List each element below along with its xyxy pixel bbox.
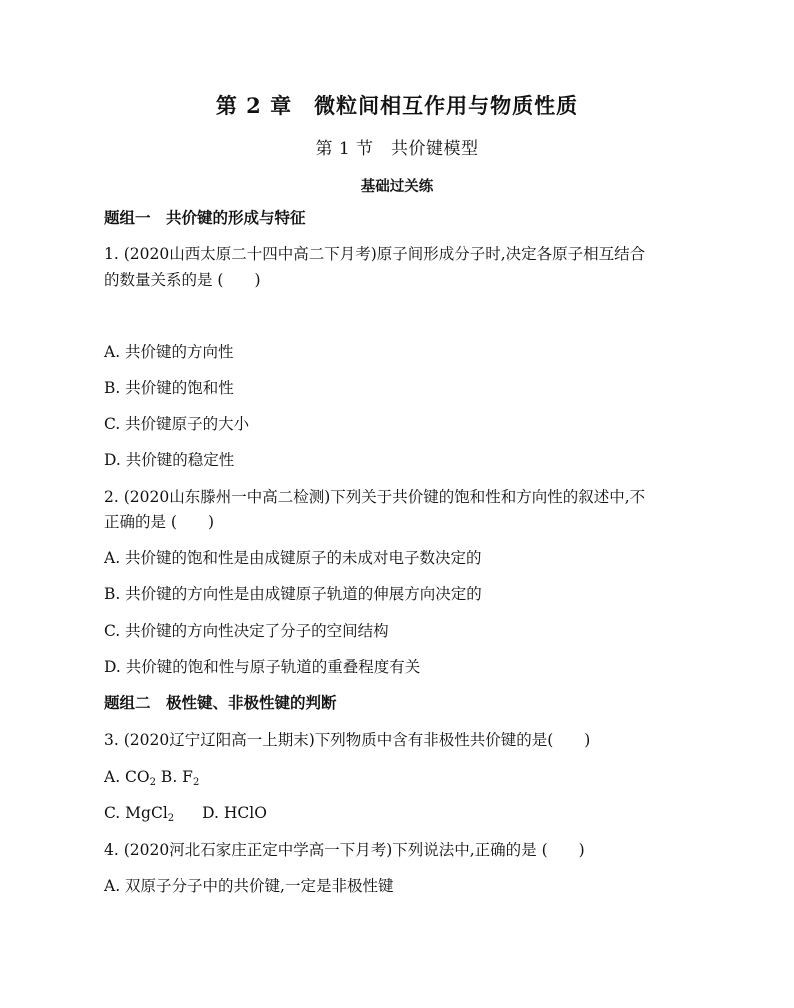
exercise-heading: 基础过关练 [360,178,434,195]
q2-option-b: B. 共价键的方向性是由成键原子轨道的伸展方向决定的 [104,585,482,603]
q3-option-b: B. $F_2$ [156,768,200,788]
q1-stem-line1: 1. (2020山西太原二十四中高二下月考)原子间形成分子时,决定各原子相互结合 [104,245,646,263]
q1-stem-line2: 的数量关系的是 ( ) [104,271,261,289]
q4-option-a: A. 双原子分子中的共价键,一定是非极性键 [104,877,394,895]
q3-option-c: C. MgCl$_2$ [104,804,175,824]
q4-stem: 4. (2020河北石家庄正定中学高一下月考)下列说法中,正确的是 ( ) [104,841,585,859]
q3-stem: 3. (2020辽宁辽阳高一上期末)下列物质中含有非极性共价键的是( ) [104,731,591,749]
q1-option-a: A. 共价键的方向性 [104,343,234,361]
q2-stem-line2: 正确的是 ( ) [104,513,215,531]
q2-stem-line1: 2. (2020山东滕州一中高二检测)下列关于共价键的饱和性和方向性的叙述中,不 [104,488,646,506]
chapter-title: 第 2 章 微粒间相互作用与物质性质 [215,93,579,118]
q2-option-c: C. 共价键的方向性决定了分子的空间结构 [104,622,389,640]
q3-options-ab [104,768,199,786]
q3-option-a: A. $CO_2$ [104,768,156,788]
q2-option-a: A. 共价键的饱和性是由成键原子的未成对电子数决定的 [104,549,482,567]
group1-title: 题组一 共价键的形成与特征 [104,208,306,227]
q1-option-d: D. 共价键的稳定性 [104,451,235,469]
q3-option-d: D. HClO [202,804,267,822]
q2-option-d: D. 共价键的饱和性与原子轨道的重叠程度有关 [104,658,421,676]
q1-option-b: B. 共价键的饱和性 [104,379,234,397]
group2-title: 题组二 极性键、非极性键的判断 [104,693,337,712]
q1-option-c: C. 共价键原子的大小 [104,415,250,433]
section-title: 第 1 节 共价键模型 [315,139,479,159]
q3-options-cd [104,804,267,822]
